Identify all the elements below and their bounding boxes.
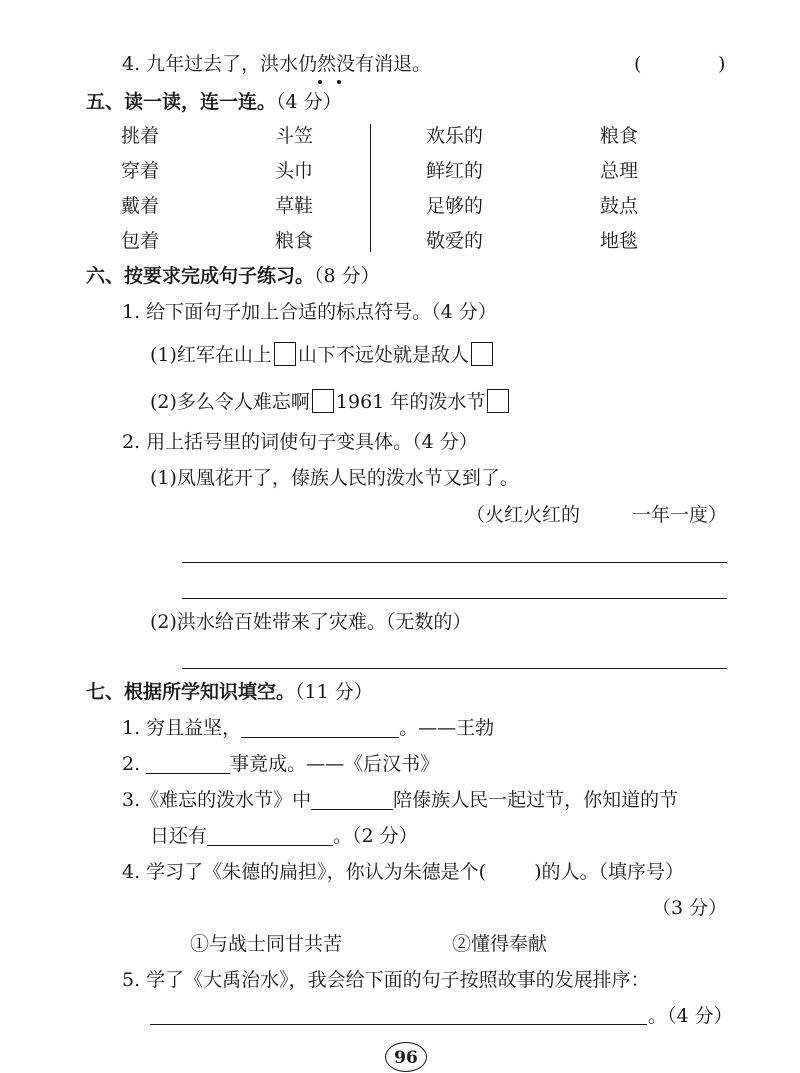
section5-title: 五、读一读，连一连。 [86, 91, 277, 113]
s6-q1-s2-part-b: 1961 年的泼水节 [335, 391, 486, 413]
page-number: 96 [385, 1042, 427, 1072]
s7-q3-part-c: 日还有 [150, 825, 208, 847]
section6-heading [86, 264, 380, 288]
s6-q2-hint-b: 一年一度） [632, 504, 728, 526]
answer-line[interactable] [182, 668, 727, 669]
answer-line[interactable] [150, 1024, 647, 1025]
emphasis-dot [337, 80, 341, 84]
match-right1-item: 足够的 [426, 195, 484, 217]
s7-q2-part-a: 2. [122, 753, 141, 775]
s7-q2-part-b: 事竟成。——《后汉书》 [230, 753, 440, 775]
column-divider [370, 124, 371, 252]
match-left1-item: 戴着 [121, 195, 160, 217]
s6-q1-sentence1 [150, 342, 495, 367]
section7-title: 七、根据所学知识填空。 [86, 681, 296, 703]
s6-q1-s2-part-a: (2)多么令人难忘啊 [150, 391, 310, 413]
match-right1-item: 鲜红的 [426, 160, 484, 182]
match-right2-item: 鼓点 [600, 195, 639, 217]
q4-paren-close: ) [718, 53, 726, 75]
match-right2-item: 粮食 [600, 125, 639, 147]
s6-q2-sentence2: (2)洪水给百姓带来了灾难。（无数的） [150, 611, 472, 633]
fill-blank[interactable] [241, 717, 399, 738]
section7-points: （11 分） [295, 681, 373, 703]
punctuation-box[interactable] [487, 389, 509, 413]
match-left2-item: 头巾 [275, 160, 314, 182]
match-left1-item: 挑着 [121, 125, 160, 147]
fill-blank[interactable] [311, 789, 393, 810]
s6-q1-s1-part-a: (1)红军在山上 [150, 344, 272, 366]
s7-q1-part-a: 1. 穷且益坚， [122, 717, 242, 739]
match-left1-item: 包着 [121, 230, 160, 252]
s7-q3-part-a: 3.《难忘的泼水节》中 [122, 789, 312, 811]
s6-q2-sentence1: (1)凤凰花开了，傣族人民的泼水节又到了。 [150, 467, 519, 489]
match-right2-item: 地毯 [600, 230, 639, 252]
s7-q5: 5. 学了《大禹治水》，我会给下面的句子按照故事的发展排序： [122, 969, 650, 991]
punctuation-box[interactable] [312, 389, 334, 413]
s6-q2-prompt: 2. 用上括号里的词使句子变具体。（4 分） [122, 431, 478, 453]
answer-line[interactable] [182, 598, 727, 599]
section7-heading [86, 680, 373, 704]
section6-title: 六、按要求完成句子练习。 [86, 265, 315, 287]
s7-q4-part-b: )的人。（填序号） [534, 861, 685, 883]
s7-q4-part-a: 4. 学习了《朱德的扁担》，你认为朱德是个( [122, 861, 487, 883]
punctuation-box[interactable] [471, 342, 493, 366]
s7-q4-option1: ①与战士同甘共苦 [190, 933, 343, 955]
s7-q4-points: （3 分） [652, 897, 728, 919]
s6-q1-prompt: 1. 给下面句子加上合适的标点符号。（4 分） [122, 301, 497, 323]
fill-blank[interactable] [146, 753, 230, 774]
s7-q3-line1 [122, 788, 678, 812]
s6-q2-hint-a: （火红火红的 [466, 504, 581, 526]
s6-q1-sentence2 [150, 389, 511, 414]
s7-q1 [122, 716, 494, 740]
match-right2-item: 总理 [600, 160, 639, 182]
punctuation-box[interactable] [274, 342, 296, 366]
match-right1-item: 敬爱的 [426, 230, 484, 252]
match-left2-item: 斗笠 [275, 125, 314, 147]
s7-q1-part-b: 。——王勃 [399, 717, 495, 739]
emphasis-dot [318, 80, 322, 84]
match-left2-item: 草鞋 [275, 195, 314, 217]
s7-q5-end: 。（4 分） [648, 1005, 733, 1027]
s7-q4 [122, 860, 684, 884]
q4-text: 4. 九年过去了，洪水仍然没有消退。 [122, 53, 432, 75]
fill-blank[interactable] [207, 825, 333, 846]
s7-q3-line2 [150, 824, 418, 848]
section5-heading [86, 90, 342, 114]
s6-q1-s1-part-b: 山下不远处就是敌人 [297, 344, 469, 366]
match-right1-item: 欢乐的 [426, 125, 484, 147]
match-left1-item: 穿着 [121, 160, 160, 182]
match-left2-item: 粮食 [275, 230, 314, 252]
q4-paren-open: ( [634, 53, 642, 75]
section6-points: （8 分） [314, 265, 380, 287]
s7-q3-part-d: 。（2 分） [333, 825, 418, 847]
s7-q3-part-b: 陪傣族人民一起过节，你知道的节 [393, 789, 679, 811]
s7-q4-option2: ②懂得奉献 [452, 933, 548, 955]
s7-q2 [122, 752, 439, 776]
section5-points: （4 分） [276, 91, 342, 113]
answer-line[interactable] [182, 562, 727, 563]
